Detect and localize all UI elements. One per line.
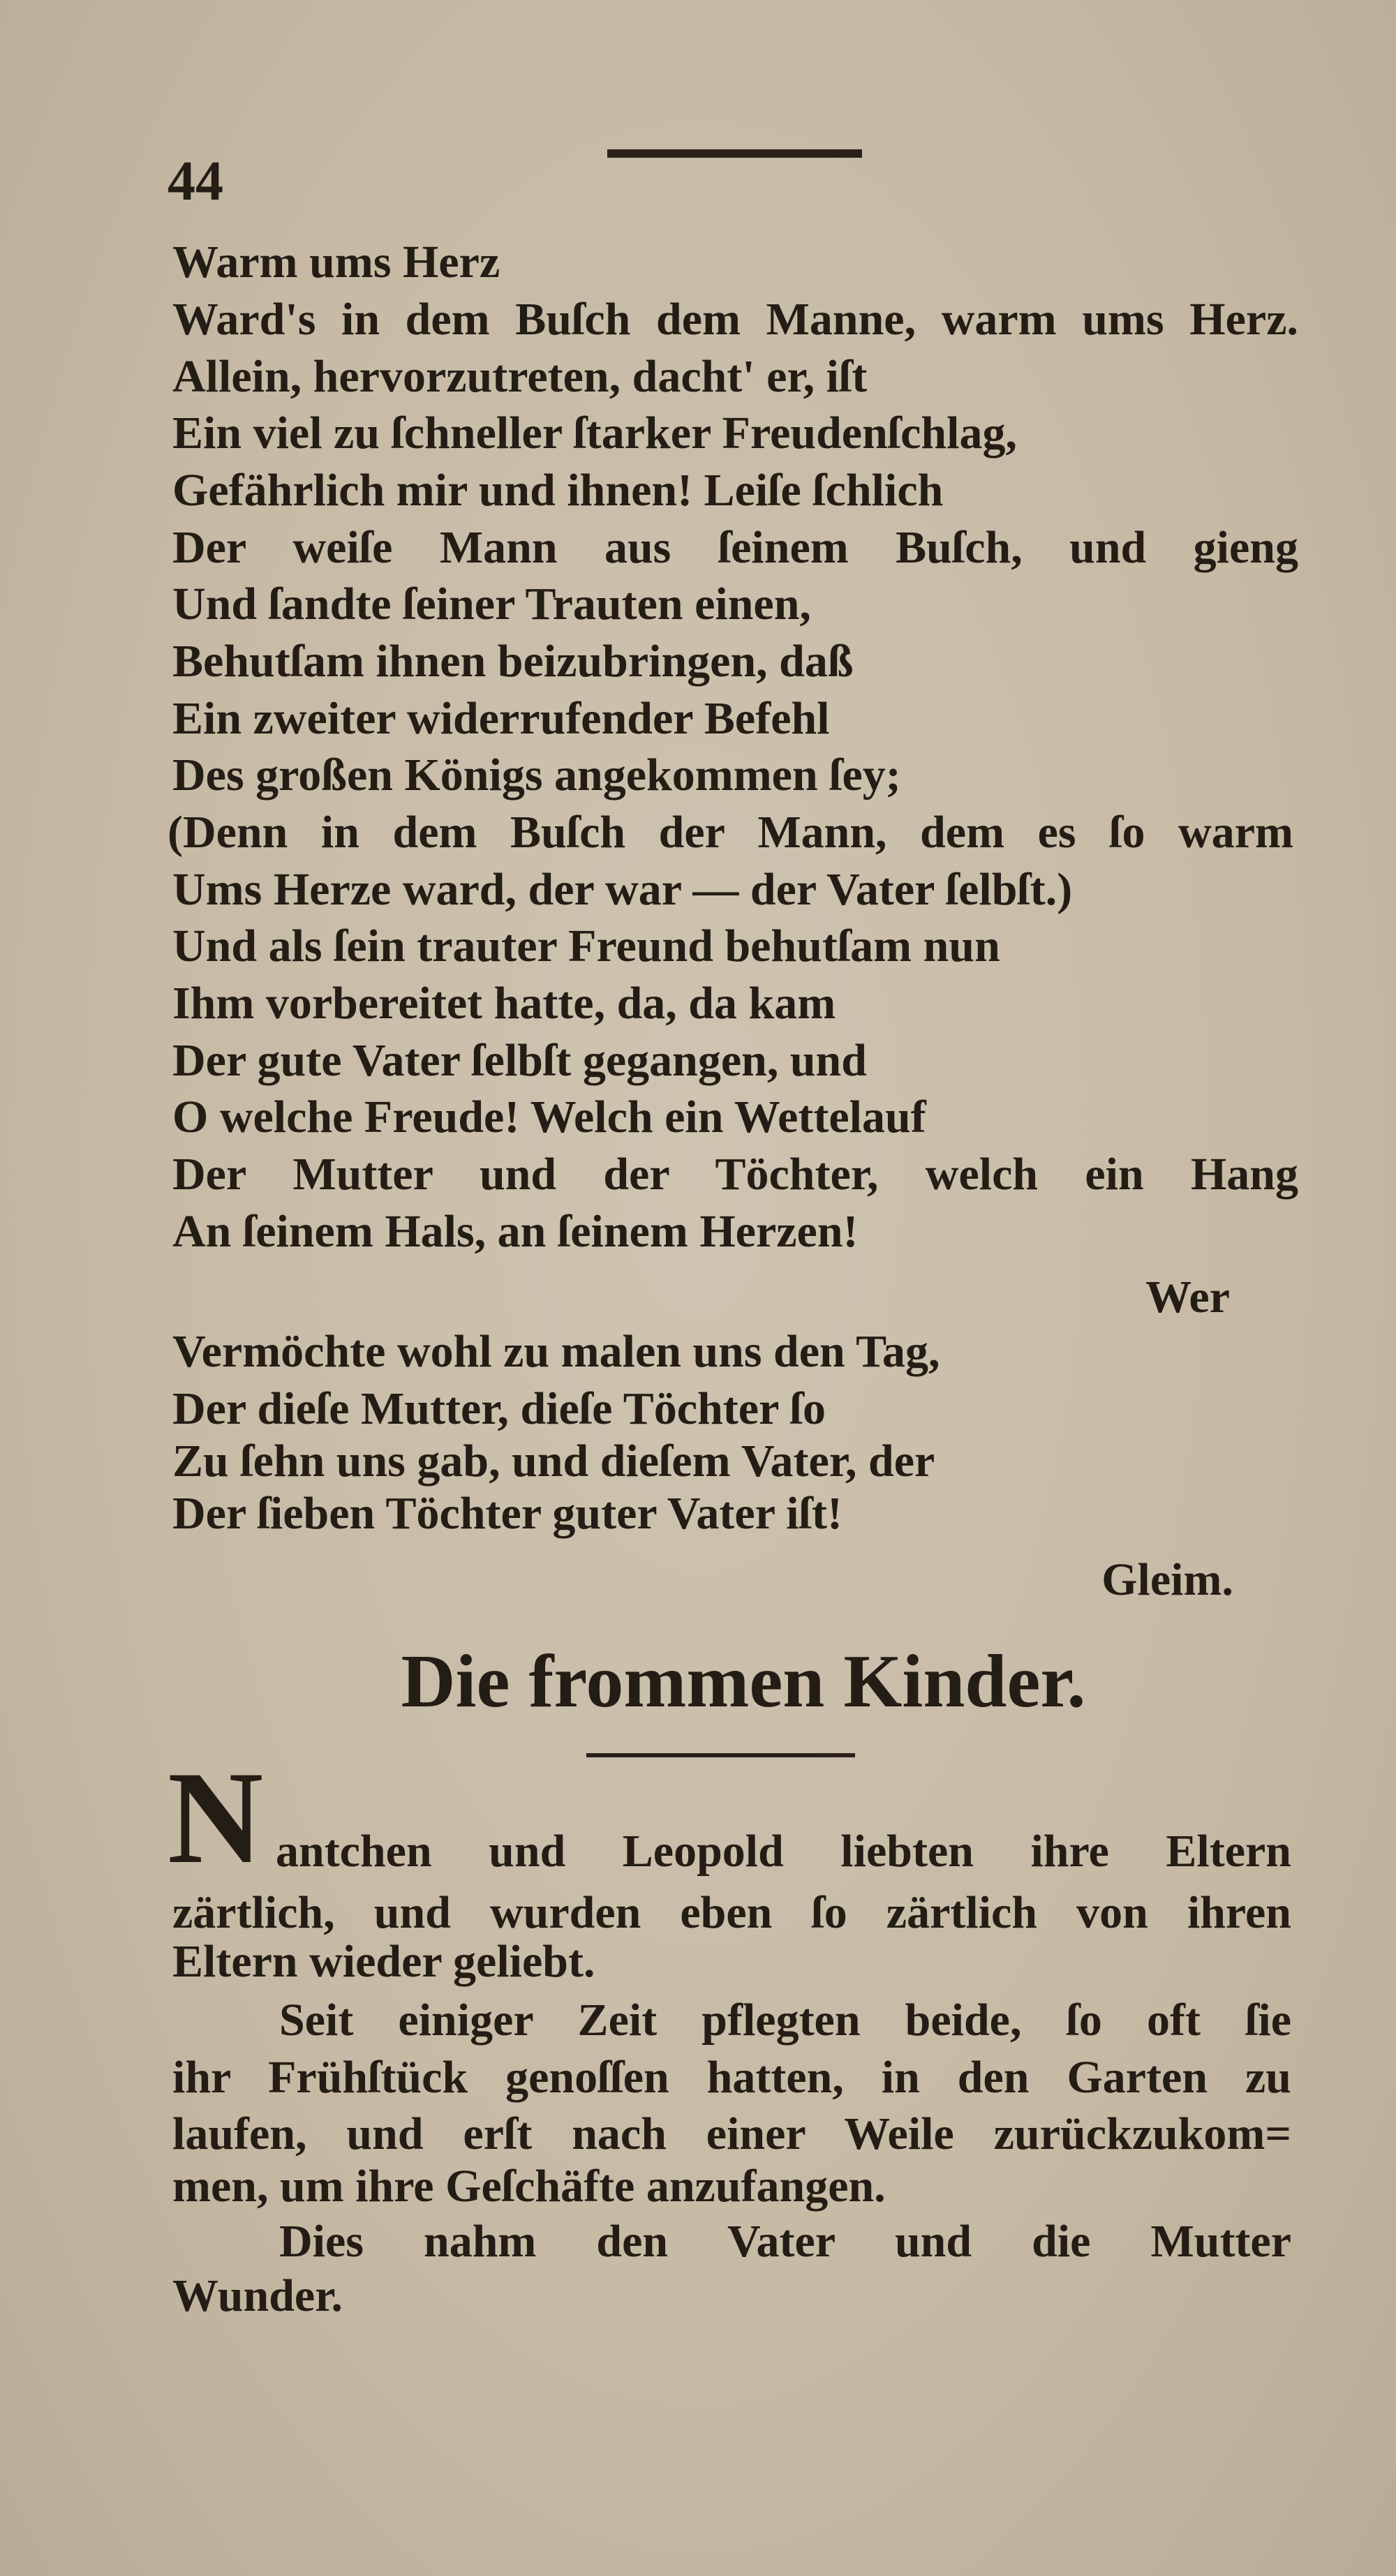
poem-line: Behutſam ihnen beizubringen, daß: [172, 636, 854, 687]
poem-line: Und ſandte ſeiner Trauten einen,: [172, 579, 811, 630]
poem-line: Gefährlich mir und ihnen! Leiſe ſchlich: [172, 465, 944, 516]
poem-author: Gleim.: [1101, 1554, 1233, 1605]
poem-line: Ein zweiter widerrufender Befehl: [172, 693, 830, 744]
poem-line: Der Mutter und der Töchter, welch ein Hang: [172, 1149, 1298, 1200]
poem-line: Ums Herze ward, der war — der Vater ſelbſt.): [172, 864, 1073, 915]
poem-line: Wer: [1145, 1272, 1230, 1323]
story-line: Dies nahm den Vater und die Mutter: [279, 2216, 1291, 2267]
poem-line: Ein viel zu ſchneller ſtarker Freudenſchlag,: [172, 408, 1017, 459]
story-title: Die frommen Kinder.: [401, 1640, 1086, 1723]
poem-line: Zu ſehn uns gab, und dieſem Vater, der: [172, 1436, 935, 1487]
poem-line: Ihm vorbereitet hatte, da, da kam: [172, 978, 836, 1029]
story-line: antchen und Leopold liebten ihre Eltern: [276, 1826, 1291, 1877]
poem-line: Der weiſe Mann aus ſeinem Buſch, und gieng: [172, 522, 1298, 573]
story-line: laufen, und erſt nach einer Weile zurückzukom=: [172, 2108, 1291, 2159]
poem-line: Der dieſe Mutter, dieſe Töchter ſo: [172, 1383, 826, 1434]
page-number: 44: [168, 151, 223, 212]
story-line: ihr Frühſtück genoſſen hatten, in den Garten zu: [172, 2052, 1291, 2103]
story-line: Wunder.: [172, 2270, 343, 2321]
poem-line: Vermöchte wohl zu malen uns den Tag,: [172, 1326, 940, 1377]
story-line: Seit einiger Zeit pflegten beide, ſo oft ſie: [279, 1995, 1291, 2046]
poem-line: Ward's in dem Buſch dem Manne, warm ums Herz.: [172, 294, 1298, 345]
story-line: zärtlich, und wurden eben ſo zärtlich von ihren: [172, 1887, 1291, 1938]
drop-cap: N: [168, 1745, 264, 1891]
poem-line: Warm ums Herz: [172, 237, 500, 288]
poem-line: Allein, hervorzutreten, dacht' er, iſt: [172, 351, 868, 402]
poem-line: Der ſieben Töchter guter Vater iſt!: [172, 1488, 842, 1539]
poem-line: O welche Freude! Welch ein Wettelauf: [172, 1092, 926, 1142]
poem-line: Der gute Vater ſelbſt gegangen, und: [172, 1035, 867, 1086]
header-rule: [607, 149, 862, 158]
story-line: men, um ihre Geſchäfte anzufangen.: [172, 2161, 886, 2212]
poem-line: Und als ſein trauter Freund behutſam nun: [172, 921, 1000, 971]
poem-line: Des großen Königs angekommen ſey;: [172, 750, 901, 801]
title-rule: [586, 1753, 855, 1757]
poem-line: An ſeinem Hals, an ſeinem Herzen!: [172, 1206, 859, 1257]
story-line: Eltern wieder geliebt.: [172, 1936, 595, 1987]
poem-line: (Denn in dem Buſch der Mann, dem es ſo warm: [168, 807, 1293, 858]
